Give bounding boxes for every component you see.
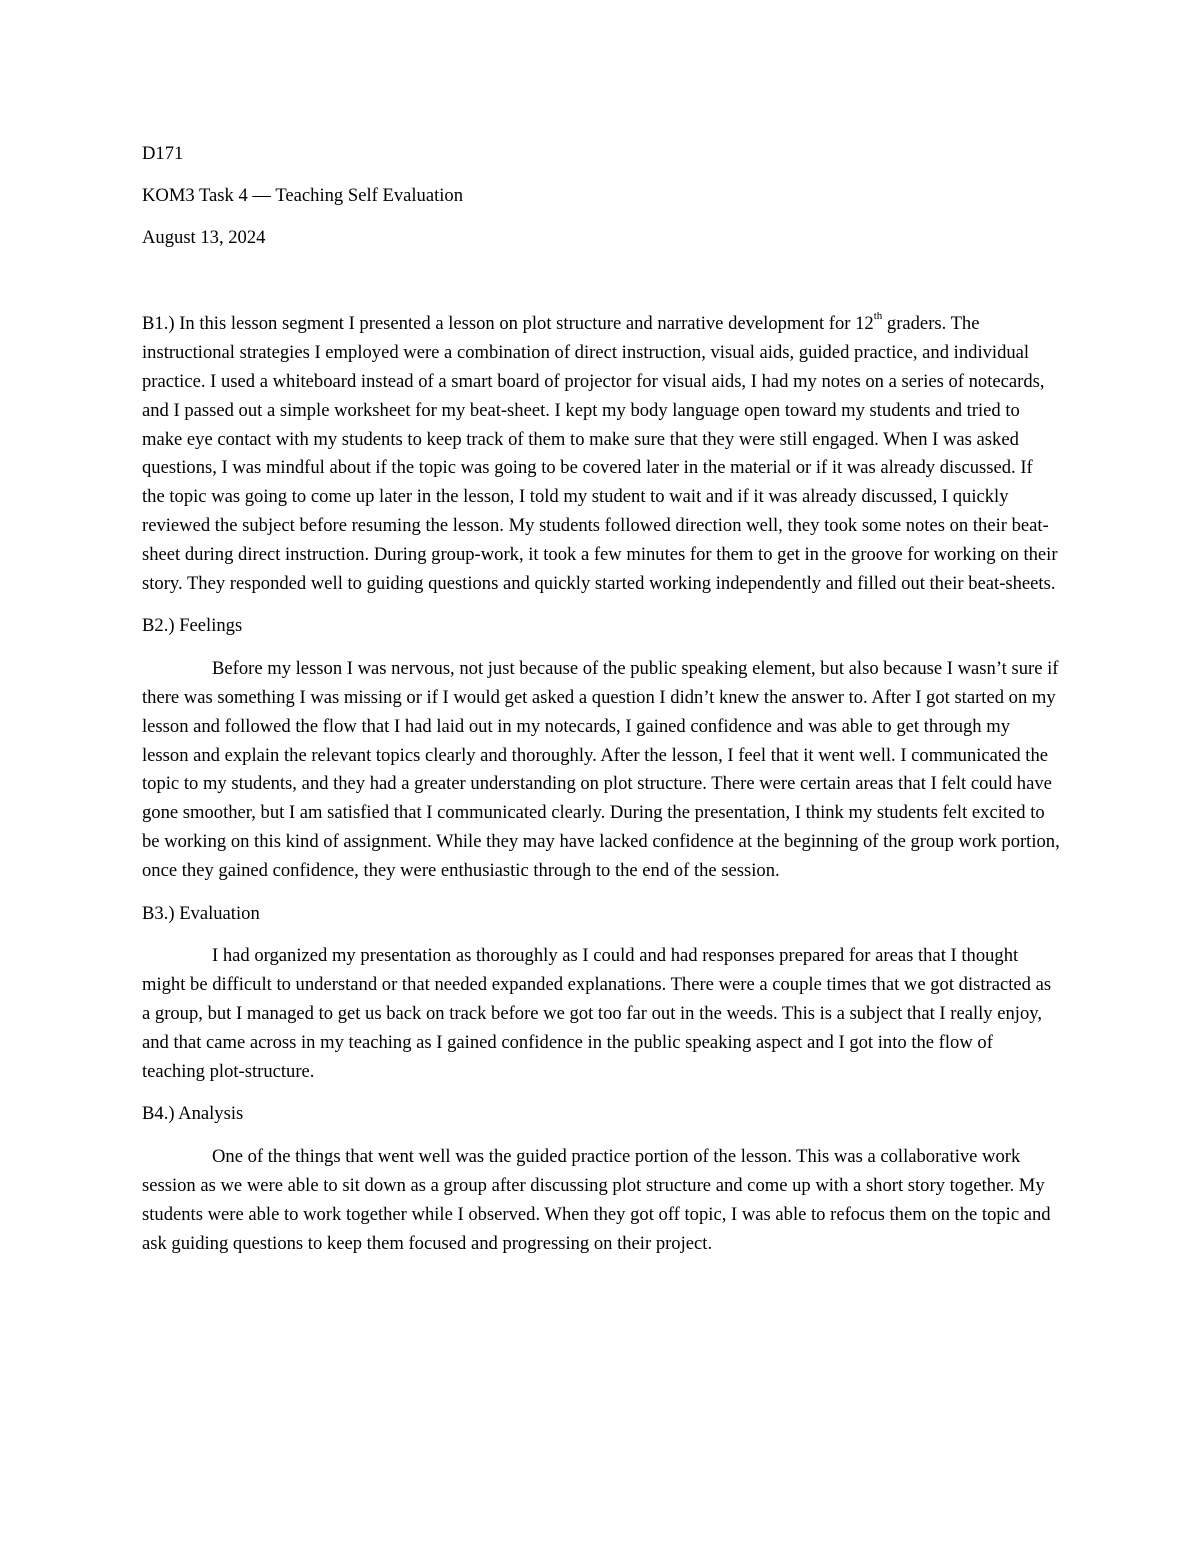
course-code: D171	[142, 143, 184, 164]
section-b4-heading: B4.) Analysis	[142, 1103, 244, 1125]
section-b3-heading: B3.) Evaluation	[142, 902, 260, 924]
task-title: KOM3 Task 4 — Teaching Self Evaluation	[142, 184, 464, 206]
section-b4-paragraph: One of the things that went well was the guided practice portion of the lesson. This was a collaborative work session as we were able to sit down as a group after discussing plot structure and come up with a short story together. My students were able to work together while I observed. When they got off topic, I was able to refocus them on the topic and ask guiding questions to keep them focused and progressing on their project.	[142, 1146, 1051, 1254]
section-b2-heading: B2.) Feelings	[142, 615, 243, 637]
section-b3-paragraph: I had organized my presentation as thoroughly as I could and had responses prepared for areas that I thought might be difficult to understand or that needed expanded explanations. There were a couple times that we got distracted as a group, but I managed to get us back on track before we got too far out in the weeds. This is a subject that I really enjoy, and that came across in my teaching as I gained confidence in the public speaking aspect and I got into the flow of teaching plot-structure.	[142, 945, 1052, 1082]
ordinal-superscript: th	[873, 310, 883, 323]
b1-body-text: graders. The instructional strategies I employed were a combination of direct instruction, visual aids, guided practice, and individual practice. I used a whiteboard instead of a smart board of projector for visual aids, I had my notes on a series of notecards, and I passed out a simple worksheet for my beat-sheet. I kept my body language open toward my students and tried to make eye contact with my students to keep track of them to make sure that they were still engaged. When I was asked questions, I was mindful about if the topic was going to be covered later in the material or if it was already discussed. If the topic was going to come up later in the lesson, I told my student to wait and if it was already discussed, I quickly reviewed the subject before resuming the lesson. My students followed direction well, they took some notes on their beat-sheet during direct instruction. During group-work, it took a few minutes for them to get in the groove for working on their story. They responded well to guiding questions and quickly started working independently and filled out their beat-sheets.	[142, 313, 1058, 594]
document-page	[142, 140, 1060, 1272]
b1-intro-text: B1.) In this lesson segment I presented a lesson on plot structure and narrative development for 12	[142, 313, 874, 335]
section-b2-paragraph: Before my lesson I was nervous, not just because of the public speaking element, but also because I wasn’t sure if there was something I was missing or if I would get asked a question I didn’t knew the answer to. After I got started on my lesson and followed the flow that I had laid out in my notecards, I gained confidence and was able to get through my lesson and explain the relevant topics clearly and thoroughly. After the lesson, I feel that it went well. I communicated the topic to my students, and they had a greater understanding on plot structure. There were certain areas that I felt could have gone smoother, but I am satisfied that I communicated clearly. During the presentation, I think my students felt excited to be working on this kind of assignment. While they may have lacked confidence at the beginning of the group work portion, once they gained confidence, they were enthusiastic through to the end of the session.	[142, 658, 1060, 881]
document-date: August 13, 2024	[142, 226, 266, 248]
section-b1-paragraph	[142, 310, 1060, 598]
